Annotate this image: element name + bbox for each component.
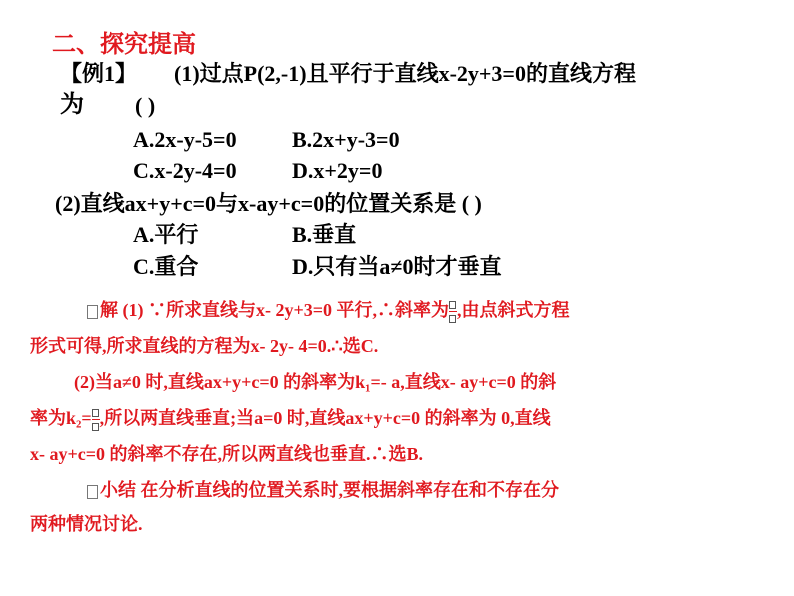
example-label: 【例1】 <box>60 61 138 86</box>
q1-stem-line1: (1)过点P(2,-1)且平行于直线x-2y+3=0的直线方程 <box>174 61 636 86</box>
summary-line-1 <box>87 476 559 505</box>
q2-option-b: B.垂直 <box>292 222 357 247</box>
fraction-one-over-a-icon <box>92 409 100 431</box>
summary-line-2: 两种情况讨论. <box>30 514 143 534</box>
solution-line-4-tail: ,所以两直线垂直;当a=0 时,直线ax+y+c=0 的斜率为 0,直线 <box>99 408 551 428</box>
q1-stem-wei: 为 <box>60 92 84 118</box>
section-heading: 二、探究提高 <box>52 30 196 58</box>
q1-option-a: A.2x-y-5=0 <box>133 127 237 152</box>
q2-option-a: A.平行 <box>133 222 199 247</box>
q1-option-c: C.x-2y-4=0 <box>133 158 237 183</box>
solution-line-3: (2)当a≠0 时,直线ax+y+c=0 的斜率为k₁=- a,直线x- ay+c=0 的斜 <box>74 372 557 392</box>
q2-stem: (2)直线ax+y+c=0与x-ay+c=0的位置关系是 ( ) <box>55 191 482 216</box>
solution-line-1-text: 解 (1) ∵所求直线与x- 2y+3=0 平行,∴斜率为 <box>100 300 449 320</box>
q1-option-d: D.x+2y=0 <box>292 158 383 183</box>
solution-line-1 <box>87 296 570 325</box>
solution-line-1-tail: ,由点斜式方程 <box>457 300 570 320</box>
solution-line-4-head: 率为k₂= <box>30 408 92 428</box>
summary-line-1-text: 小结 在分析直线的位置关系时,要根据斜率存在和不存在分 <box>100 480 559 500</box>
solution-marker-icon <box>87 305 98 319</box>
fraction-one-half-icon <box>449 301 457 323</box>
q1-option-b: B.2x+y-3=0 <box>292 127 400 152</box>
solution-line-5: x- ay+c=0 的斜率不存在,所以两直线也垂直.∴选B. <box>30 444 424 464</box>
q1-answer-paren: ( ) <box>135 93 156 118</box>
solution-line-4 <box>30 404 551 433</box>
solution-line-2: 形式可得,所求直线的方程为x- 2y- 4=0.∴选C. <box>30 336 379 356</box>
summary-marker-icon <box>87 485 98 499</box>
q2-option-d: D.只有当a≠0时才垂直 <box>292 254 502 279</box>
q2-option-c: C.重合 <box>133 254 199 279</box>
